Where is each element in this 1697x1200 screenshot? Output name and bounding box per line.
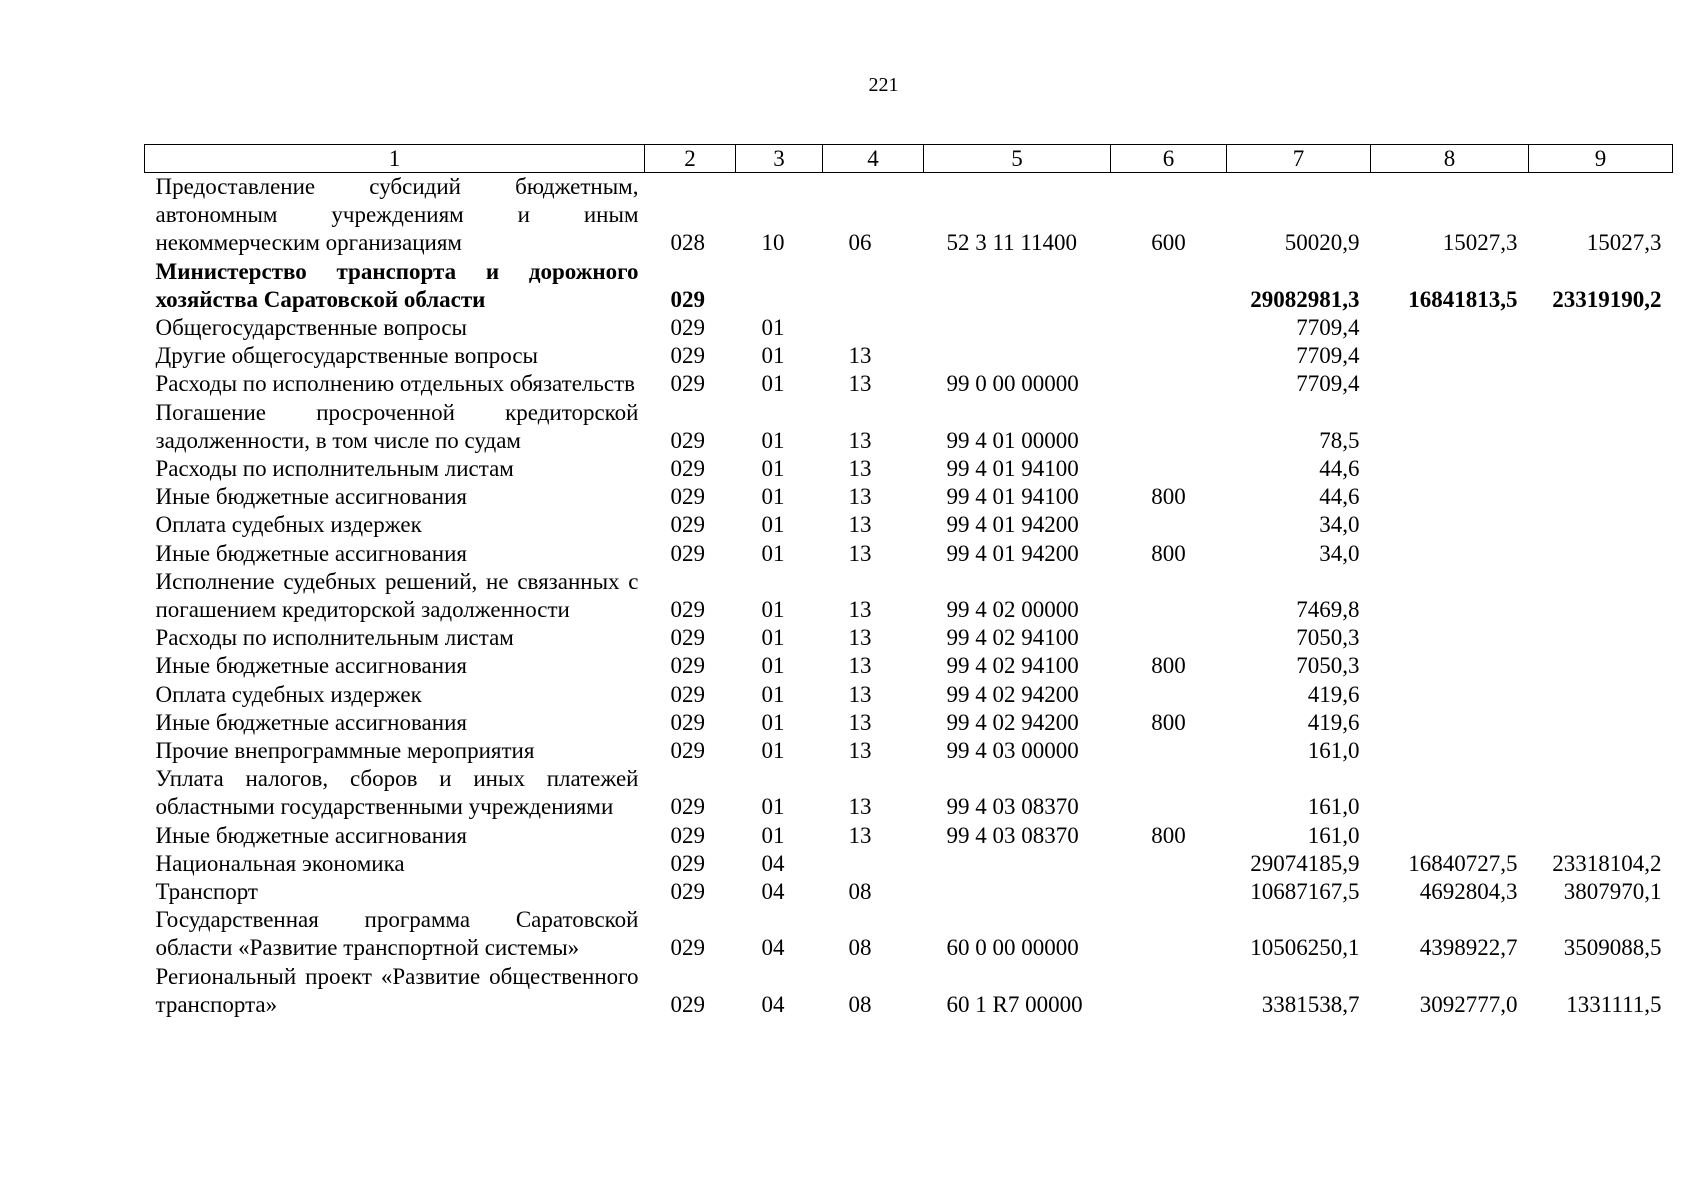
- subsection-code-cell: 13: [848, 512, 872, 538]
- amount-year-3-cell: 3807970,1: [1563, 879, 1662, 905]
- amount-year-3-cell: [1529, 540, 1673, 568]
- ministry-code-cell: 029: [670, 427, 705, 453]
- amount-year-1-cell: 7050,3: [1296, 653, 1360, 679]
- column-header-2: 2: [645, 145, 736, 173]
- column-header-6: 6: [1111, 145, 1227, 173]
- amount-year-2-cell: [1371, 511, 1529, 539]
- table-row: [145, 878, 1673, 906]
- expense-type-code-cell: [1111, 737, 1227, 765]
- table-row: [145, 906, 1673, 962]
- expense-type-code-cell: 800: [1151, 653, 1186, 679]
- amount-year-3-cell: [1529, 681, 1673, 709]
- amount-year-1-cell: 3381538,7: [1261, 991, 1360, 1017]
- section-code-cell: 01: [761, 709, 785, 735]
- expense-type-code-cell: [1111, 878, 1227, 906]
- page-number: 221: [868, 74, 899, 96]
- subsection-code-cell: 08: [848, 879, 872, 905]
- item-name-cell: Государственная программа Саратовской области «Развитие транспортной системы»: [155, 907, 639, 961]
- target-article-code-cell: 99 4 01 94200: [946, 540, 1079, 566]
- expense-type-code-cell: [1111, 963, 1227, 1019]
- subsection-code-cell: 08: [848, 935, 872, 961]
- target-article-code-cell: 99 0 00 00000: [946, 371, 1079, 397]
- table-row: [145, 709, 1673, 737]
- amount-year-1-cell: 10506250,1: [1250, 935, 1360, 961]
- target-article-code-cell: [924, 258, 1111, 314]
- column-header-5: 5: [924, 145, 1111, 173]
- table-row: [145, 963, 1673, 1019]
- expense-type-code-cell: 800: [1151, 822, 1186, 848]
- subsection-code-cell: [823, 850, 924, 878]
- target-article-code-cell: 99 4 02 00000: [946, 597, 1079, 623]
- ministry-code-cell: 029: [670, 597, 705, 623]
- amount-year-3-cell: [1529, 624, 1673, 652]
- amount-year-1-cell: 29082981,3: [1250, 286, 1360, 312]
- subsection-code-cell: 08: [848, 991, 872, 1017]
- expense-type-code-cell: [1111, 314, 1227, 342]
- section-code-cell: 01: [761, 512, 785, 538]
- table-row: [145, 258, 1673, 314]
- subsection-code-cell: 13: [848, 371, 872, 397]
- subsection-code-cell: 13: [848, 822, 872, 848]
- item-name-cell: Общегосударственные вопросы: [155, 315, 467, 341]
- subsection-code-cell: 13: [848, 625, 872, 651]
- amount-year-3-cell: [1529, 822, 1673, 850]
- item-name-cell: Министерство транспорта и дорожного хозяйства Саратовской области: [155, 258, 639, 312]
- target-article-code-cell: 99 4 01 94200: [946, 512, 1079, 538]
- amount-year-1-cell: 10687167,5: [1250, 879, 1360, 905]
- table-row: [145, 822, 1673, 850]
- amount-year-2-cell: 15027,3: [1442, 230, 1518, 256]
- target-article-code-cell: 99 4 01 94100: [946, 456, 1079, 482]
- amount-year-1-cell: 7050,3: [1296, 625, 1360, 651]
- amount-year-1-cell: 44,6: [1319, 484, 1360, 510]
- expense-type-code-cell: [1111, 850, 1227, 878]
- header-row: [145, 145, 1673, 173]
- subsection-code-cell: 13: [848, 427, 872, 453]
- expense-type-code-cell: [1111, 624, 1227, 652]
- ministry-code-cell: 029: [670, 709, 705, 735]
- ministry-code-cell: 029: [670, 822, 705, 848]
- amount-year-3-cell: 1331111,5: [1566, 991, 1662, 1017]
- amount-year-1-cell: 161,0: [1307, 794, 1360, 820]
- table-row: [145, 483, 1673, 511]
- amount-year-3-cell: [1529, 370, 1673, 398]
- section-code-cell: 01: [761, 427, 785, 453]
- amount-year-1-cell: 161,0: [1307, 822, 1360, 848]
- section-code-cell: 01: [761, 371, 785, 397]
- ministry-code-cell: 029: [670, 935, 705, 961]
- amount-year-2-cell: 4692804,3: [1419, 879, 1518, 905]
- ministry-code-cell: 029: [670, 512, 705, 538]
- amount-year-2-cell: [1371, 342, 1529, 370]
- section-code-cell: 01: [761, 625, 785, 651]
- amount-year-3-cell: [1529, 483, 1673, 511]
- target-article-code-cell: 99 4 01 00000: [946, 427, 1079, 453]
- subsection-code-cell: 13: [848, 597, 872, 623]
- amount-year-2-cell: [1371, 314, 1529, 342]
- item-name-cell: Оплата судебных издержек: [155, 512, 422, 538]
- section-code-cell: 01: [761, 315, 785, 341]
- target-article-code-cell: [924, 850, 1111, 878]
- amount-year-1-cell: 34,0: [1319, 512, 1360, 538]
- target-article-code-cell: 99 4 02 94100: [946, 625, 1079, 651]
- subsection-code-cell: 13: [848, 738, 872, 764]
- section-code-cell: [736, 258, 823, 314]
- subsection-code-cell: 13: [848, 484, 872, 510]
- amount-year-3-cell: [1529, 511, 1673, 539]
- amount-year-3-cell: [1529, 568, 1673, 624]
- expense-type-code-cell: [1111, 370, 1227, 398]
- amount-year-2-cell: [1371, 737, 1529, 765]
- expense-type-code-cell: [1111, 511, 1227, 539]
- section-code-cell: 04: [761, 991, 785, 1017]
- target-article-code-cell: [924, 878, 1111, 906]
- column-header-4: 4: [823, 145, 924, 173]
- ministry-code-cell: 029: [670, 879, 705, 905]
- table-row: [145, 652, 1673, 680]
- amount-year-3-cell: [1529, 314, 1673, 342]
- subsection-code-cell: [823, 314, 924, 342]
- amount-year-1-cell: 419,6: [1307, 709, 1360, 735]
- ministry-code-cell: 028: [670, 230, 705, 256]
- column-header-7: 7: [1227, 145, 1371, 173]
- target-article-code-cell: 60 0 00 00000: [946, 935, 1079, 961]
- amount-year-2-cell: [1371, 540, 1529, 568]
- ministry-code-cell: 029: [670, 371, 705, 397]
- table-row: [145, 173, 1673, 258]
- amount-year-1-cell: 7709,4: [1296, 371, 1360, 397]
- item-name-cell: Региональный проект «Развитие общественного транспорта»: [155, 963, 639, 1017]
- item-name-cell: Оплата судебных издержек: [155, 681, 422, 707]
- item-name-cell: Предоставление субсидий бюджетным, автономным учреждениям и иным некоммерческим организациям: [155, 174, 639, 256]
- target-article-code-cell: 99 4 02 94200: [946, 709, 1079, 735]
- table-row: [145, 399, 1673, 455]
- subsection-code-cell: 13: [848, 794, 872, 820]
- table-row: [145, 765, 1673, 821]
- table-row: [145, 511, 1673, 539]
- ministry-code-cell: 029: [670, 456, 705, 482]
- subsection-code-cell: 13: [848, 681, 872, 707]
- expense-type-code-cell: 800: [1151, 540, 1186, 566]
- subsection-code-cell: 13: [848, 653, 872, 679]
- amount-year-2-cell: [1371, 568, 1529, 624]
- amount-year-1-cell: 44,6: [1319, 456, 1360, 482]
- amount-year-1-cell: 34,0: [1319, 540, 1360, 566]
- subsection-code-cell: [823, 258, 924, 314]
- target-article-code-cell: 52 3 11 11400: [946, 230, 1078, 256]
- expense-type-code-cell: [1111, 342, 1227, 370]
- expense-type-code-cell: [1111, 568, 1227, 624]
- expense-type-code-cell: [1111, 258, 1227, 314]
- amount-year-2-cell: [1371, 681, 1529, 709]
- section-code-cell: 01: [761, 794, 785, 820]
- column-header-3: 3: [736, 145, 823, 173]
- amount-year-3-cell: [1529, 709, 1673, 737]
- amount-year-2-cell: [1371, 483, 1529, 511]
- item-name-cell: Исполнение судебных решений, не связанных с погашением кредиторской задолженности: [155, 568, 639, 623]
- item-name-cell: Национальная экономика: [155, 850, 405, 876]
- expense-type-code-cell: [1111, 765, 1227, 821]
- table-row: [145, 455, 1673, 483]
- subsection-code-cell: 13: [848, 709, 872, 735]
- amount-year-3-cell: [1529, 765, 1673, 821]
- target-article-code-cell: 60 1 R7 00000: [946, 991, 1083, 1017]
- amount-year-1-cell: 78,5: [1319, 427, 1360, 453]
- expense-type-code-cell: [1111, 681, 1227, 709]
- section-code-cell: 01: [761, 653, 785, 679]
- column-header-9: 9: [1529, 145, 1673, 173]
- amount-year-2-cell: 4398922,7: [1419, 935, 1518, 961]
- amount-year-2-cell: 16840727,5: [1408, 850, 1518, 876]
- section-code-cell: 01: [761, 738, 785, 764]
- subsection-code-cell: 06: [848, 230, 872, 256]
- amount-year-2-cell: [1371, 652, 1529, 680]
- budget-table: [144, 144, 1673, 1019]
- item-name-cell: Расходы по исполнению отдельных обязательств: [155, 371, 635, 397]
- target-article-code-cell: 99 4 01 94100: [946, 484, 1079, 510]
- table-row: [145, 540, 1673, 568]
- amount-year-2-cell: [1371, 709, 1529, 737]
- table-row: [145, 314, 1673, 342]
- expense-type-code-cell: [1111, 399, 1227, 455]
- column-header-8: 8: [1371, 145, 1529, 173]
- ministry-code-cell: 029: [670, 540, 705, 566]
- amount-year-1-cell: 7709,4: [1296, 343, 1360, 369]
- table-row: [145, 370, 1673, 398]
- section-code-cell: 04: [761, 935, 785, 961]
- amount-year-1-cell: 161,0: [1307, 738, 1360, 764]
- section-code-cell: 01: [761, 456, 785, 482]
- section-code-cell: 01: [761, 597, 785, 623]
- amount-year-1-cell: 50020,9: [1284, 230, 1360, 256]
- amount-year-3-cell: [1529, 342, 1673, 370]
- amount-year-1-cell: 7709,4: [1296, 315, 1360, 341]
- table-row: [145, 737, 1673, 765]
- table-row: [145, 342, 1673, 370]
- item-name-cell: Транспорт: [155, 879, 258, 905]
- amount-year-3-cell: 23318104,2: [1552, 850, 1662, 876]
- amount-year-2-cell: [1371, 455, 1529, 483]
- target-article-code-cell: 99 4 03 08370: [946, 794, 1079, 820]
- section-code-cell: 01: [761, 343, 785, 369]
- subsection-code-cell: 13: [848, 456, 872, 482]
- section-code-cell: 10: [761, 230, 785, 256]
- table-row: [145, 850, 1673, 878]
- section-code-cell: 01: [761, 681, 785, 707]
- amount-year-3-cell: [1529, 737, 1673, 765]
- target-article-code-cell: 99 4 03 08370: [946, 822, 1079, 848]
- ministry-code-cell: 029: [670, 484, 705, 510]
- ministry-code-cell: 029: [670, 315, 705, 341]
- table-row: [145, 681, 1673, 709]
- subsection-code-cell: 13: [848, 540, 872, 566]
- section-code-cell: 01: [761, 540, 785, 566]
- expense-type-code-cell: [1111, 906, 1227, 962]
- table-row: [145, 624, 1673, 652]
- item-name-cell: Расходы по исполнительным листам: [155, 456, 514, 482]
- amount-year-2-cell: [1371, 822, 1529, 850]
- expense-type-code-cell: 800: [1151, 709, 1186, 735]
- amount-year-2-cell: 3092777,0: [1419, 991, 1518, 1017]
- amount-year-1-cell: 29074185,9: [1250, 850, 1360, 876]
- item-name-cell: Иные бюджетные ассигнования: [155, 709, 467, 735]
- amount-year-3-cell: 23319190,2: [1552, 286, 1662, 312]
- item-name-cell: Иные бюджетные ассигнования: [155, 653, 467, 679]
- section-code-cell: 04: [761, 850, 785, 876]
- ministry-code-cell: 029: [670, 286, 705, 312]
- item-name-cell: Уплата налогов, сборов и иных платежей областными государственными учреждениями: [155, 766, 639, 820]
- item-name-cell: Иные бюджетные ассигнования: [155, 484, 467, 510]
- item-name-cell: Погашение просроченной кредиторской задолженности, в том числе по судам: [155, 399, 639, 453]
- section-code-cell: 04: [761, 879, 785, 905]
- ministry-code-cell: 029: [670, 738, 705, 764]
- amount-year-3-cell: 3509088,5: [1563, 935, 1662, 961]
- column-header-1: 1: [145, 145, 645, 173]
- ministry-code-cell: 029: [670, 991, 705, 1017]
- ministry-code-cell: 029: [670, 625, 705, 651]
- ministry-code-cell: 029: [670, 343, 705, 369]
- amount-year-2-cell: [1371, 399, 1529, 455]
- target-article-code-cell: [924, 342, 1111, 370]
- amount-year-1-cell: 419,6: [1307, 681, 1360, 707]
- target-article-code-cell: 99 4 03 00000: [946, 738, 1079, 764]
- expense-type-code-cell: [1111, 455, 1227, 483]
- ministry-code-cell: 029: [670, 794, 705, 820]
- target-article-code-cell: 99 4 02 94200: [946, 681, 1079, 707]
- target-article-code-cell: [924, 314, 1111, 342]
- subsection-code-cell: 13: [848, 343, 872, 369]
- table-body: [145, 173, 1673, 1020]
- expense-type-code-cell: 800: [1151, 484, 1186, 510]
- amount-year-1-cell: 7469,8: [1296, 597, 1360, 623]
- ministry-code-cell: 029: [670, 653, 705, 679]
- item-name-cell: Иные бюджетные ассигнования: [155, 540, 467, 566]
- amount-year-2-cell: [1371, 370, 1529, 398]
- ministry-code-cell: 029: [670, 850, 705, 876]
- amount-year-2-cell: [1371, 624, 1529, 652]
- expense-type-code-cell: 600: [1151, 230, 1186, 256]
- amount-year-3-cell: [1529, 455, 1673, 483]
- table-row: [145, 568, 1673, 624]
- section-code-cell: 01: [761, 822, 785, 848]
- amount-year-3-cell: 15027,3: [1586, 230, 1662, 256]
- item-name-cell: Прочие внепрограммные мероприятия: [155, 738, 535, 764]
- ministry-code-cell: 029: [670, 681, 705, 707]
- item-name-cell: Другие общегосударственные вопросы: [155, 343, 538, 369]
- target-article-code-cell: 99 4 02 94100: [946, 653, 1079, 679]
- amount-year-2-cell: [1371, 765, 1529, 821]
- amount-year-3-cell: [1529, 652, 1673, 680]
- amount-year-3-cell: [1529, 399, 1673, 455]
- amount-year-2-cell: 16841813,5: [1408, 286, 1518, 312]
- item-name-cell: Расходы по исполнительным листам: [155, 625, 514, 651]
- section-code-cell: 01: [761, 484, 785, 510]
- item-name-cell: Иные бюджетные ассигнования: [155, 822, 467, 848]
